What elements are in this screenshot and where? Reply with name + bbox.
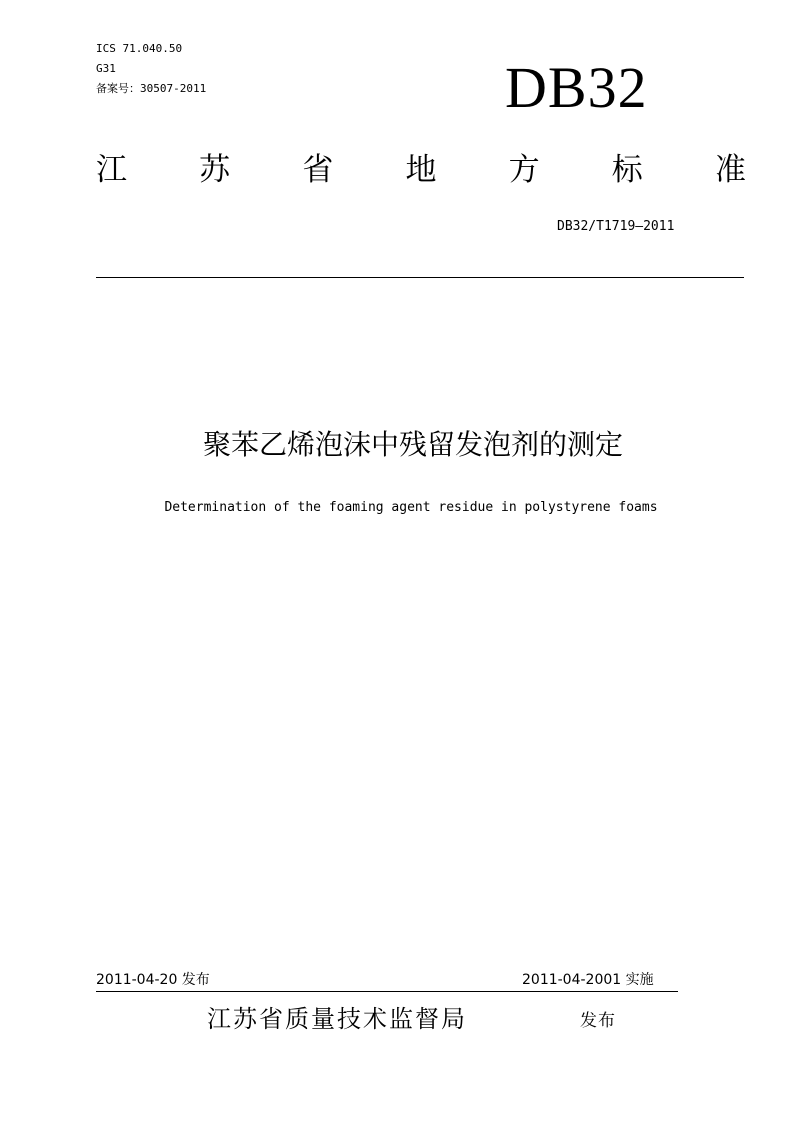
standard-type-char: 省 (302, 152, 334, 188)
effective-date: 2011-04-2001 实施 (522, 972, 654, 988)
issuer-suffix: 发布 (580, 1011, 616, 1031)
db-code: DB32 (505, 55, 648, 120)
issuer-name: 江苏省质量技术监督局 (207, 1005, 467, 1033)
standard-type-char: 苏 (199, 152, 231, 188)
standard-type (96, 150, 746, 190)
standard-type-char: 标 (611, 152, 643, 188)
standard-type-char: 江 (96, 152, 127, 188)
header-divider (96, 277, 744, 278)
filing-number: 备案号：30507-2011 (96, 82, 207, 95)
standard-type-char: 地 (405, 152, 437, 188)
category-code: G31 (96, 62, 116, 75)
title-english: Determination of the foaming agent residue in polystyrene foams (164, 500, 658, 515)
date-underline (96, 991, 678, 992)
release-date: 2011-04-20 发布 (96, 972, 210, 988)
ics-code: ICS 71.040.50 (96, 42, 183, 55)
standard-type-char: 准 (714, 152, 746, 188)
title-chinese: 聚苯乙烯泡沫中残留发泡剂的测定 (202, 428, 623, 461)
standard-type-char: 方 (508, 152, 540, 188)
standard-number: DB32/T1719—2011 (557, 219, 675, 234)
